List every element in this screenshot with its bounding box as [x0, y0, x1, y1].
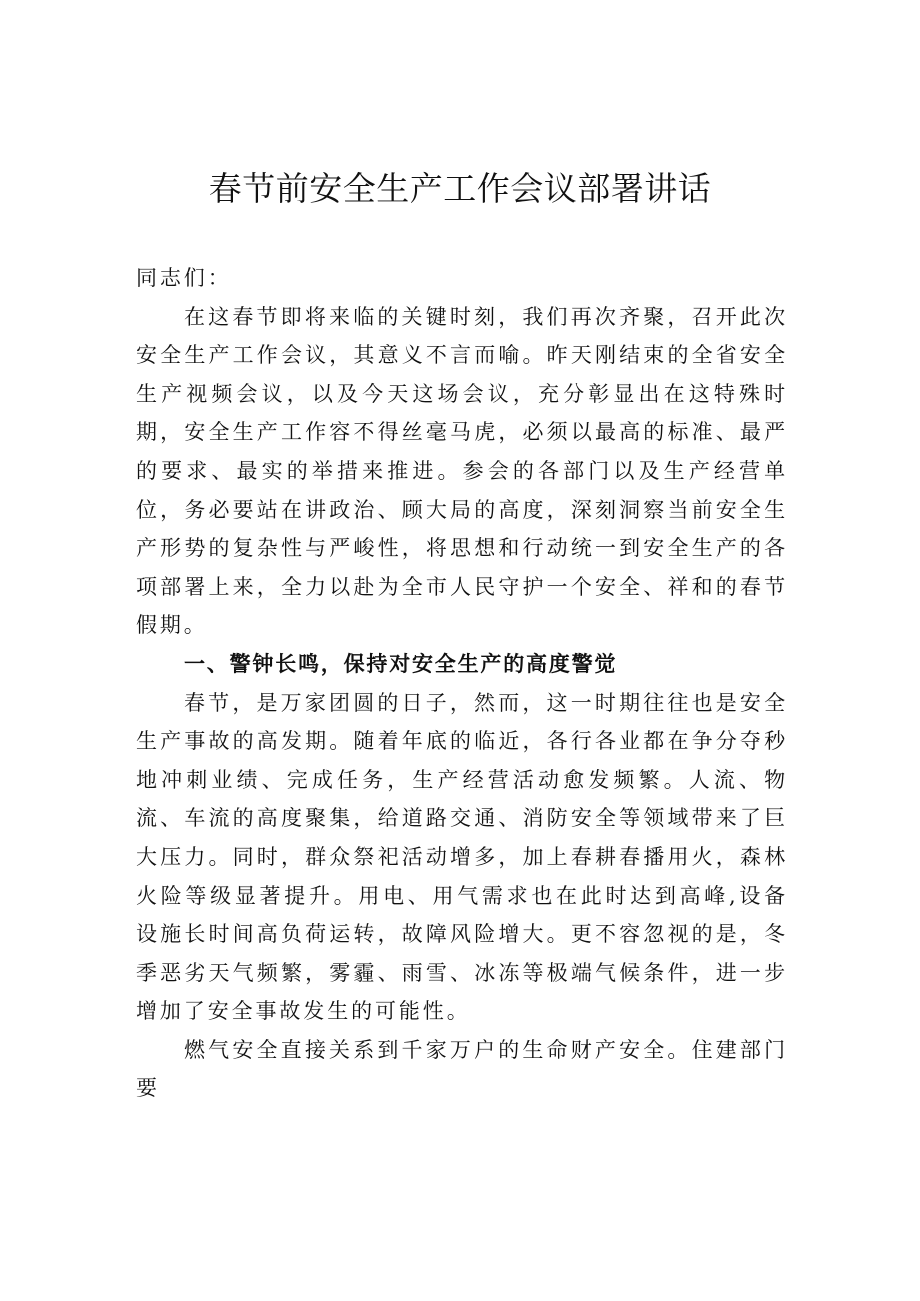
document-body [136, 259, 788, 1108]
salutation: 同志们： [136, 266, 232, 290]
section-heading-1: 一、警钟长鸣，保持对安全生产的高度警觉 [184, 651, 618, 676]
intro-paragraph: 在这春节即将来临的关键时刻，我们再次齐聚，召开此次安全生产工作会议，其意义不言而喻。昨天刚结束的全省安全生产视频会议，以及今天这场会议，充分彰显出在这特殊时期，安全生产工作容不得丝毫马虎，必须以最高的标准、最严的要求、最实的举措来推进。参会的各部门以及生产经营单位，务必要站在讲政治、顾大局的高度，深刻洞察当前安全生产形势的复杂性与严峻性，将思想和行动统一到安全生产的各项部署上来，全力以赴为全市人民守护一个安全、祥和的春节假期。 [136, 304, 788, 638]
section-1-paragraph-1: 春节，是万家团圆的日子，然而，这一时期往往也是安全生产事故的高发期。随着年底的临近，各行各业都在争分夺秒地冲刺业绩、完成任务，生产经营活动愈发频繁。人流、物流、车流的高度聚集，给道路交通、消防安全等领域带来了巨大压力。同时，群众祭祀活动增多，加上春耕春播用火，森林火险等级显著提升。用电、用气需求也在此时达到高峰,设备设施长时间高负荷运转，故障风险增大。更不容忽视的是，冬季恶劣天气频繁，雾霾、雨雪、冰冻等极端气候条件，进一步增加了安全事故发生的可能性。 [136, 690, 788, 1024]
section-1-paragraph-2: 燃气安全直接关系到千家万户的生命财产安全。住建部门要 [136, 1037, 788, 1101]
document-title: 春节前安全生产工作会议部署讲话 [208, 169, 712, 208]
